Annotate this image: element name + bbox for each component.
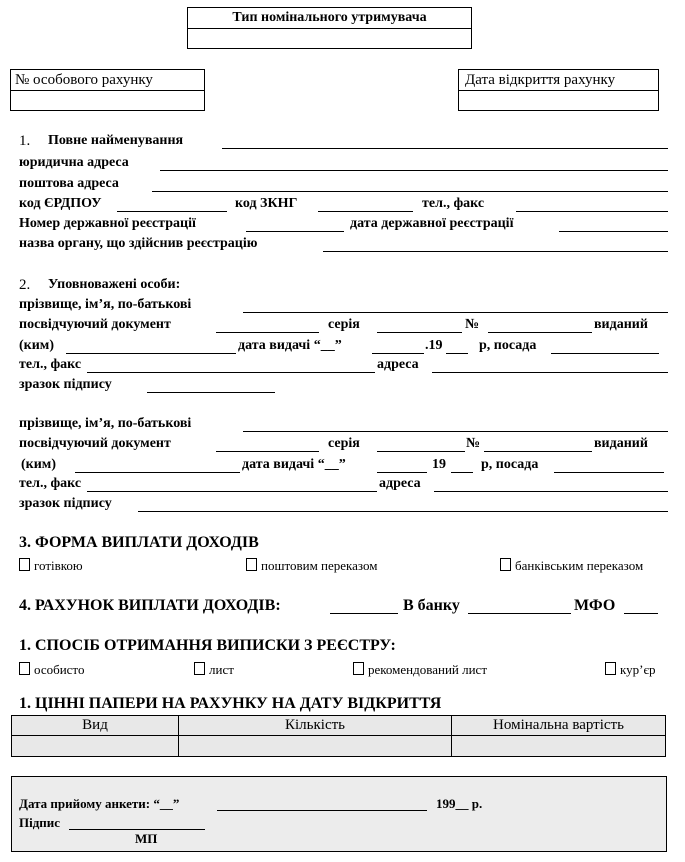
owner-type-label: Тип номінального утримувача [232,10,427,25]
p2-signature-field[interactable] [138,511,668,512]
sec6-title: 1. ЦІННІ ПАПЕРИ НА РАХУНКУ НА ДАТУ ВІДКРИТТЯ [19,695,442,712]
p1-issue-date-label: дата видачі “__” [238,338,342,353]
phone-fax-field[interactable] [516,211,668,212]
kzng-field[interactable] [318,211,413,212]
accept-date-field[interactable] [217,810,427,811]
reg-body-field[interactable] [323,251,668,252]
sec4-title: 4. РАХУНОК ВИПЛАТИ ДОХОДІВ: [19,597,281,614]
p2-issue-date-label: дата видачі “__” [242,457,346,472]
sec4-mfo-field[interactable] [624,613,658,614]
sec5-title: 1. СПОСІБ ОТРИМАННЯ ВИПИСКИ З РЕЄСТРУ: [19,637,396,654]
checkbox-icon[interactable] [194,662,205,675]
payment-cash-label: готівкою [34,558,83,573]
edrpou-label: код ЄРДПОУ [19,196,102,211]
checkbox-icon[interactable] [19,558,30,571]
p2-name-field[interactable] [243,431,668,432]
p1-phone-field[interactable] [87,372,375,373]
sec1-number: 1. [19,133,31,149]
p1-name-field[interactable] [243,312,668,313]
p2-series-field[interactable] [377,451,465,452]
p2-bywhom-label: (ким) [21,457,56,472]
reg-date-field[interactable] [559,231,668,232]
accept-date-label: Дата прийому анкети: “__” [19,796,180,811]
p1-signature-label: зразок підпису [19,377,112,392]
p2-address-field[interactable] [434,491,668,492]
sec3-title: 3. ФОРМА ВИПЛАТИ ДОХОДІВ [19,534,259,551]
p2-issued-label: виданий [594,436,648,451]
p1-no-label: № [465,317,480,332]
col-qty-label: Кількість [284,717,345,733]
full-name-field[interactable] [222,148,668,149]
p2-name-label: прізвище, ім’я, по-батькові [19,416,192,431]
extract-letter-option[interactable] [194,662,234,678]
extract-courier-label: кур’єр [620,662,656,677]
reg-date-label: дата державної реєстрації [350,216,514,231]
col-type-label: Вид [82,717,108,733]
payment-bank-label: банківським переказом [515,558,644,573]
phone-fax-label: тел., факс [422,196,485,211]
checkbox-icon[interactable] [353,662,364,675]
col-header-type [11,715,179,736]
account-number-label: № особового рахунку [15,72,153,88]
full-name-label: Повне найменування [48,133,184,148]
p2-phone-field[interactable] [87,491,377,492]
p1-issue-date-field[interactable] [372,353,424,354]
p2-doc-field[interactable] [216,451,319,452]
extract-letter-label: лист [209,662,234,677]
postal-address-field[interactable] [152,191,668,192]
payment-cash-option[interactable] [19,558,83,574]
owner-type-box [187,7,472,49]
sec4-bank-label: В банку [403,597,460,614]
open-date-box [458,69,659,111]
table-cell[interactable] [178,735,452,757]
edrpou-field[interactable] [117,211,227,212]
footer-box [11,776,667,852]
account-number-box [10,69,205,111]
col-header-nominal [451,715,666,736]
p1-series-field[interactable] [377,332,462,333]
p2-no-label: № [466,436,481,451]
p1-no-field[interactable] [488,332,592,333]
p2-position-field[interactable] [554,472,664,473]
accept-year-label: 199__ р. [436,796,483,811]
p2-phone-label: тел., факс [19,476,82,491]
p1-doc-field[interactable] [216,332,319,333]
p1-address-label: адреса [377,357,419,372]
legal-address-label: юридична адреса [19,155,129,170]
extract-personal-label: особисто [34,662,85,677]
p1-address-field[interactable] [432,372,668,373]
checkbox-icon[interactable] [605,662,616,675]
p1-bywhom-label: (ким) [19,338,54,353]
p1-doc-label: посвідчуючий документ [19,317,171,332]
sec4-mfo-label: МФО [574,597,616,614]
extract-registered-label: рекомендований лист [368,662,487,677]
p2-doc-label: посвідчуючий документ [19,436,171,451]
p2-series-label: серія [328,436,360,451]
payment-postal-label: поштовим переказом [261,558,378,573]
col-nominal-label: Номінальна вартість [493,717,624,733]
p1-position-field[interactable] [551,353,659,354]
footer-signature-field[interactable] [69,829,205,830]
sec2-number: 2. [19,277,31,293]
reg-number-label: Номер державної реєстрації [19,216,196,231]
p2-issue-date-field[interactable] [377,472,427,473]
p1-bywhom-field[interactable] [66,353,236,354]
table-cell[interactable] [11,735,179,757]
table-cell[interactable] [451,735,666,757]
p2-year-field[interactable] [451,472,473,473]
reg-body-label: назва органу, що здійснив реєстрацію [19,236,258,251]
p2-address-label: адреса [379,476,421,491]
stamp-label: МП [135,831,158,846]
signature-label: Підпис [19,815,61,830]
p2-no-field[interactable] [484,451,592,452]
sec2-title: Уповноважені особи: [48,277,181,292]
sec4-bank-field[interactable] [468,613,571,614]
open-date-label: Дата відкриття рахунку [465,72,616,88]
p1-year-label: .19 [425,338,443,353]
kzng-label: код ЗКНГ [235,196,298,211]
securities-table [11,715,666,757]
extract-courier-option[interactable] [605,662,656,678]
extract-personal-option[interactable] [19,662,84,678]
sec4-account-field[interactable] [330,613,398,614]
p1-issued-label: виданий [594,317,648,332]
checkbox-icon[interactable] [19,662,30,675]
p1-phone-label: тел., факс [19,357,82,372]
legal-address-field[interactable] [160,170,668,171]
checkbox-icon[interactable] [500,558,511,571]
p2-bywhom-field[interactable] [75,472,240,473]
p1-name-label: прізвище, ім’я, по-батькові [19,297,192,312]
col-header-qty [178,715,452,736]
p2-signature-label: зразок підпису [19,496,112,511]
p1-position-label: р, посада [479,338,537,353]
p2-year-label: 19 [432,457,446,472]
payment-postal-option[interactable] [246,558,377,574]
reg-number-field[interactable] [246,231,344,232]
checkbox-icon[interactable] [246,558,257,571]
p1-series-label: серія [328,317,360,332]
p2-position-label: р, посада [481,457,539,472]
postal-address-label: поштова адреса [19,176,119,191]
p1-year-field[interactable] [446,353,468,354]
payment-bank-option[interactable] [500,558,643,574]
p1-signature-field[interactable] [147,392,275,393]
extract-registered-option[interactable] [353,662,487,678]
